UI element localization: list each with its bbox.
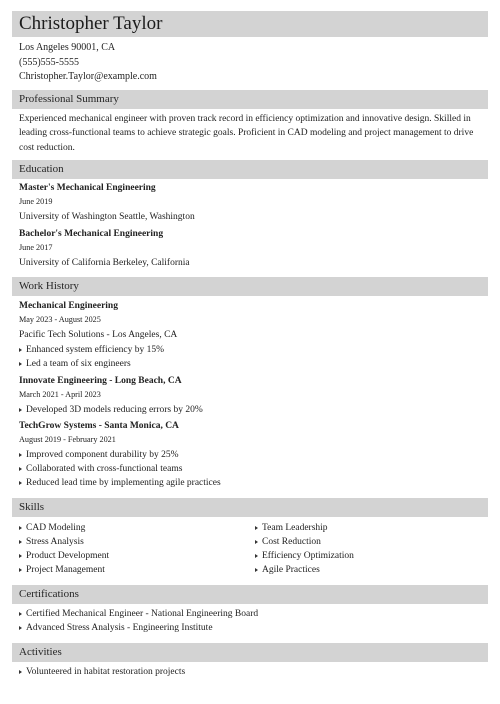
skill-item: Stress Analysis (19, 535, 109, 549)
education-date: June 2017 (19, 243, 53, 252)
certification-item: Advanced Stress Analysis - Engineering Institute (19, 621, 481, 635)
job-date: August 2019 - February 2021 (19, 435, 116, 444)
job-company: Pacific Tech Solutions - Los Angeles, CA (19, 330, 178, 340)
education-school: University of Washington Seattle, Washington (19, 212, 195, 222)
job-title: Mechanical Engineering (19, 301, 118, 311)
section-heading-certifications: Certifications (12, 585, 488, 604)
activity-item: Volunteered in habitat restoration projects (19, 665, 481, 679)
education-school: University of California Berkeley, California (19, 258, 190, 268)
job-entry (19, 375, 481, 417)
contact-info (19, 41, 157, 85)
job-bullet: Developed 3D models reducing errors by 20% (19, 403, 481, 417)
education-entry (19, 228, 481, 270)
job-date: March 2021 - April 2023 (19, 390, 101, 399)
job-entry (19, 300, 481, 371)
candidate-name: Christopher Taylor (12, 11, 488, 37)
section-heading-activities: Activities (12, 643, 488, 662)
contact-phone: (555)555-5555 (19, 56, 79, 68)
section-heading-summary: Professional Summary (12, 90, 488, 109)
skills-list-right (255, 521, 354, 577)
skill-item: Cost Reduction (255, 535, 354, 549)
section-heading-skills: Skills (12, 498, 488, 517)
education-entry (19, 182, 481, 224)
certifications-list (19, 607, 481, 635)
skill-item: Project Management (19, 563, 109, 577)
skill-item: Agile Practices (255, 563, 354, 577)
job-date: May 2023 - August 2025 (19, 315, 101, 324)
contact-address: Los Angeles 90001, CA (19, 42, 116, 53)
section-heading-education: Education (12, 160, 488, 179)
section-heading-work-history: Work History (12, 277, 488, 296)
skill-item: Efficiency Optimization (255, 549, 354, 563)
job-entry (19, 420, 481, 490)
skill-item: CAD Modeling (19, 521, 109, 535)
job-bullet: Improved component durability by 25% (19, 448, 481, 462)
skill-item: Product Development (19, 549, 109, 563)
summary-text: Experienced mechanical engineer with proven track record in efficiency optimization and innovative design. Skilled in leading cross-functional teams to achieve strategic goals. Proficient in CAD modeling and project management to drive cost reduction. (19, 114, 474, 153)
education-date: June 2019 (19, 197, 53, 206)
skill-item: Team Leadership (255, 521, 354, 535)
job-bullet: Collaborated with cross-functional teams (19, 462, 481, 476)
job-bullet: Enhanced system efficiency by 15% (19, 343, 481, 357)
education-degree: Bachelor's Mechanical Engineering (19, 229, 164, 239)
contact-email[interactable]: Christopher.Taylor@example.com (19, 71, 157, 82)
activities-list (19, 665, 481, 679)
job-bullet: Led a team of six engineers (19, 357, 481, 371)
job-title: Innovate Engineering - Long Beach, CA (19, 376, 182, 386)
job-bullet: Reduced lead time by implementing agile practices (19, 476, 481, 490)
job-title: TechGrow Systems - Santa Monica, CA (19, 421, 179, 431)
certification-item: Certified Mechanical Engineer - National Engineering Board (19, 607, 481, 621)
skills-list-left (19, 521, 109, 577)
education-degree: Master's Mechanical Engineering (19, 183, 156, 193)
